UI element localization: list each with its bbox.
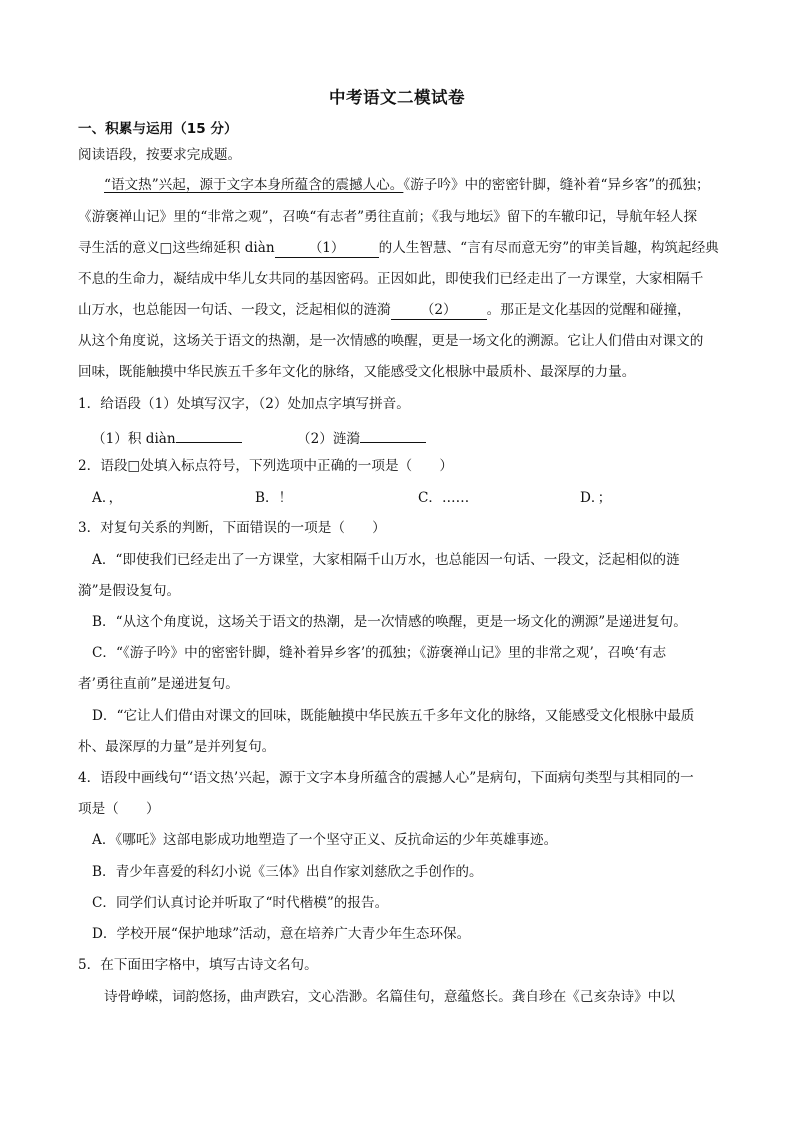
passage-line-3a: 寻生活的意义□这些绵延积 diàn [78, 240, 275, 256]
q2-option-d[interactable]: D．； [580, 490, 612, 506]
q4-option-b[interactable]: B．青少年喜爱的科幻小说《三体》出自作家刘慈欣之手创作的。 [92, 864, 483, 880]
underlined-sentence: “语文热”兴起，源于文字本身所蕴含的震撼人心。 [104, 177, 404, 193]
q3-option-a-line-2[interactable]: 漪”是假设复句。 [78, 583, 181, 599]
q3-option-d-line-2[interactable]: 朴、最深厚的力量”是并列复句。 [78, 739, 276, 755]
passage-line-7: 回味，既能触摸中华民族五千多年文化的脉络，又能感受文化根脉中最质朴、最深厚的力量。 [78, 364, 636, 380]
section-instruction: 阅读语段，按要求完成题。 [78, 147, 242, 163]
section-heading: 一、积累与运用（15 分） [78, 121, 238, 137]
q1-b-blank[interactable] [360, 425, 426, 443]
passage-blank-1[interactable]: （1） [275, 240, 379, 258]
passage-line-1 [104, 175, 710, 195]
q4-option-d[interactable]: D．学校开展“保护地球”活动，意在培养广大青少年生态环保。 [92, 926, 471, 942]
passage-line-5b: 。那正是文化基因的觉醒和碰撞， [486, 302, 691, 318]
question-2-stem: 2．语段□处填入标点符号，下列选项中正确的一项是（ ） [78, 458, 453, 474]
q3-option-c-line-2[interactable]: 者’勇往直前”是递进复句。 [78, 676, 239, 692]
q3-option-b[interactable]: B．“从这个角度说，这场关于语文的热潮，是一次情感的唤醒，更是一场文化的溯源”是递进复句。 [92, 614, 687, 630]
question-4-stem-line-2: 项是（ ） [78, 801, 160, 817]
q3-option-d-line-1[interactable]: D．“它让人们借由对课文的回味，既能触摸中华民族五千多年文化的脉络，又能感受文化根脉中最质 [92, 708, 695, 724]
q3-option-a-line-1[interactable]: A．“即使我们已经走出了一方课堂，大家相隔千山万水，也总能因一句话、一段文，泛起相似的涟 [92, 552, 680, 568]
page-title: 中考语文二模试卷 [329, 88, 465, 107]
question-1-part-a [92, 425, 242, 449]
passage-line-3 [78, 238, 719, 258]
passage-blank-2[interactable]: （2） [391, 302, 487, 320]
question-5-stem: 5．在下面田字格中，填写古诗文名句。 [78, 957, 318, 973]
q1-a-blank[interactable] [176, 425, 242, 443]
question-4-stem-line-1: 4．语段中画线句“‘语文热’兴起，源于文字本身所蕴含的震撼人心”是病句，下面病句类型与其相同的一 [78, 770, 694, 786]
question-1-part-b [297, 425, 426, 449]
passage-line-2: 《游褒禅山记》里的“非常之观”，召唤“有志者”勇往直前；《我与地坛》留下的车辙印记，导航年轻人探 [78, 209, 698, 225]
passage-line-5 [78, 300, 691, 320]
q2-option-b[interactable]: B．！ [255, 490, 293, 506]
question-1-stem: 1．给语段（1）处填写汉字，（2）处加点字填写拼音。 [78, 396, 410, 412]
passage-line-6: 从这个角度说，这场关于语文的热潮，是一次情感的唤醒，更是一场文化的溯源。它让人们借由对课文的 [78, 333, 704, 349]
q3-option-c-line-1[interactable]: C．“《游子吟》中的密密针脚，缝补着异乡客’的孤独；《游褒禅山记》里的非常之观’，召唤‘有志 [92, 645, 667, 661]
q2-option-c[interactable]: C．…… [418, 490, 470, 506]
passage-line-3b: 的人生智慧、“言有尽而意无穷”的审美旨趣，构筑起经典 [378, 240, 719, 256]
passage-line-4: 不息的生命力，凝结成中华儿女共同的基因密码。正因如此，即使我们已经走出了一方课堂，大家相隔千 [78, 271, 704, 287]
q1-b-label: （2）涟漪 [297, 431, 361, 447]
passage-line-5a: 山万水，也总能因一句话、一段文，泛起相似的涟漪 [78, 302, 391, 318]
q4-option-c[interactable]: C．同学们认真讨论并听取了“时代楷模”的报告。 [92, 895, 389, 911]
question-3-stem: 3．对复句关系的判断，下面错误的一项是（ ） [78, 520, 386, 536]
q1-a-label: （1）积 diàn [92, 431, 176, 447]
q4-option-a[interactable]: A．《哪吒》这部电影成功地塑造了一个坚守正义、反抗命运的少年英雄事迹。 [92, 832, 558, 848]
passage-line-1-rest: 《游子吟》中的密密针脚，缝补着“异乡客”的孤独； [403, 177, 710, 193]
q2-option-a[interactable]: A．， [92, 490, 123, 506]
q5-passage-line-1: 诗骨峥嵘，词韵悠扬，曲声跌宕，文心浩渺。名篇佳句，意蕴悠长。龚自珍在《己亥杂诗》中以 [104, 989, 675, 1005]
